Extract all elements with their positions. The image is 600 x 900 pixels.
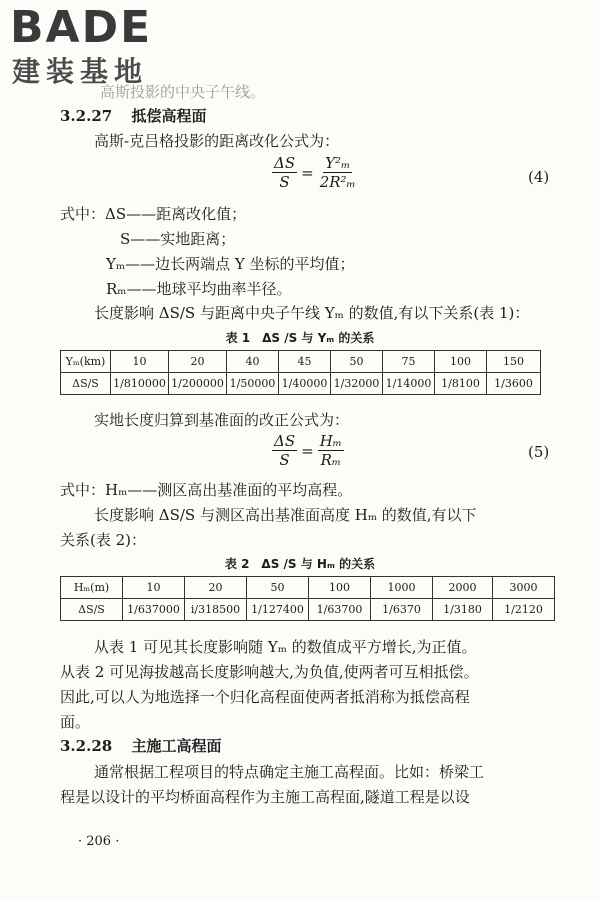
table-cell: 3000 (493, 577, 555, 599)
table-1-caption: 表 1 ΔS /S 与 Yₘ 的关系 (225, 331, 375, 345)
logo-wordmark: BADE (10, 2, 153, 53)
table-cell: 1/200000 (169, 373, 227, 395)
table-row (61, 373, 541, 395)
table-cell: 150 (487, 351, 541, 373)
table-2-caption: 表 2 ΔS /S 与 Hₘ 的关系 (224, 557, 376, 571)
table-header-row (61, 577, 555, 599)
table-cell: 1/3180 (433, 599, 493, 621)
where-item: Yₘ——边长两端点 Y 坐标的平均值； (106, 255, 355, 273)
where-item: 式中：ΔS——距离改化值； (60, 205, 247, 223)
table-cell: i/318500 (185, 599, 247, 621)
table-cell: 40 (227, 351, 279, 373)
table-cell: 50 (247, 577, 309, 599)
formula-5 (268, 432, 348, 469)
section-heading-3-2-27 (60, 106, 206, 126)
table-cell: 20 (169, 351, 227, 373)
relation-text-1: 长度影响 ΔS/S 与距离中央子午线 Yₘ 的数值,有以下关系(表 1)： (94, 304, 530, 322)
equation-number-5: (5) (528, 443, 550, 461)
table-row (61, 599, 555, 621)
relation-text-2-cont: 关系(表 2)： (60, 531, 147, 549)
table-header-row (61, 351, 541, 373)
table-cell: 1/637000 (123, 599, 185, 621)
equation-number-4: (4) (528, 168, 550, 186)
paragraph-line: 从表 2 可见海拔越高长度影响越大,为负值,使两者可互相抵偿。 (60, 663, 479, 681)
denominator: S (279, 451, 290, 469)
table-cell: 1/810000 (111, 373, 169, 395)
where-item: 式中：Hₘ——测区高出基准面的平均高程。 (60, 481, 353, 499)
denominator: S (279, 173, 290, 191)
page-number: · 206 · (78, 834, 120, 849)
table-cell: 1/40000 (279, 373, 331, 395)
table-cell: 1000 (371, 577, 433, 599)
logo-chinese: 建装基地 (12, 55, 149, 88)
table-2 (60, 576, 555, 621)
table-cell: 1/8100 (435, 373, 487, 395)
paragraph-line: 程是以设计的平均桥面高程作为主施工高程面,隧道工程是以设 (60, 788, 470, 806)
table-cell: Hₘ(m) (61, 577, 123, 599)
table-cell: ΔS/S (61, 599, 123, 621)
paragraph-line: 通常根据工程项目的特点确定主施工高程面。比如：桥梁工 (94, 763, 485, 781)
table-cell: 1/3600 (487, 373, 541, 395)
section-number: 3.2.27 (60, 107, 113, 125)
fraction-rhs (318, 432, 344, 469)
table-cell: 10 (123, 577, 185, 599)
table-cell: 1/14000 (383, 373, 435, 395)
table-cell: 1/6370 (371, 599, 433, 621)
denominator: 2R²ₘ (319, 173, 356, 191)
table-cell: 1/50000 (227, 373, 279, 395)
table-cell: 20 (185, 577, 247, 599)
table-cell: 50 (331, 351, 383, 373)
table-cell: Yₘ(km) (61, 351, 111, 373)
where-item: S——实地距离； (120, 230, 236, 248)
table-cell: 100 (435, 351, 487, 373)
section-title: 主施工高程面 (131, 737, 222, 755)
paragraph-line: 面。 (60, 713, 91, 731)
reduction-intro: 实地长度归算到基准面的改正公式为： (94, 411, 350, 429)
section-number: 3.2.28 (60, 737, 113, 755)
formula-intro: 高斯-克吕格投影的距离改化公式为： (94, 132, 340, 150)
table-cell: 1/32000 (331, 373, 383, 395)
table-cell: 100 (309, 577, 371, 599)
denominator: Rₘ (320, 451, 342, 469)
where-item: Rₘ——地球平均曲率半径。 (106, 280, 292, 298)
section-title: 抵偿高程面 (131, 107, 207, 125)
table-cell: 1/2120 (493, 599, 555, 621)
table-1 (60, 350, 541, 395)
paragraph-line: 因此,可以人为地选择一个归化高程面使两者抵消称为抵偿高程 (60, 688, 470, 706)
numerator: ΔS (274, 154, 296, 172)
table-cell: 75 (383, 351, 435, 373)
table-cell: 1/127400 (247, 599, 309, 621)
fraction-lhs (272, 154, 297, 191)
section-heading-3-2-28 (60, 736, 221, 756)
table-cell: ΔS/S (61, 373, 111, 395)
equals-sign: = (301, 163, 314, 182)
paragraph-line: 从表 1 可见其长度影响随 Yₘ 的数值成平方增长,为正值。 (94, 638, 477, 656)
equals-sign: = (301, 441, 314, 460)
numerator: ΔS (274, 432, 296, 450)
fraction-lhs (272, 432, 297, 469)
numerator: Y²ₘ (325, 154, 351, 172)
fraction-rhs (318, 154, 358, 191)
top-partial-line: 高斯投影的中央子午线。 (100, 83, 266, 101)
numerator: Hₘ (319, 432, 342, 450)
table-cell: 1/63700 (309, 599, 371, 621)
table-cell: 10 (111, 351, 169, 373)
table-cell: 2000 (433, 577, 493, 599)
formula-4 (268, 154, 362, 191)
relation-text-2: 长度影响 ΔS/S 与测区高出基准面高度 Hₘ 的数值,有以下 (94, 506, 477, 524)
table-cell: 45 (279, 351, 331, 373)
